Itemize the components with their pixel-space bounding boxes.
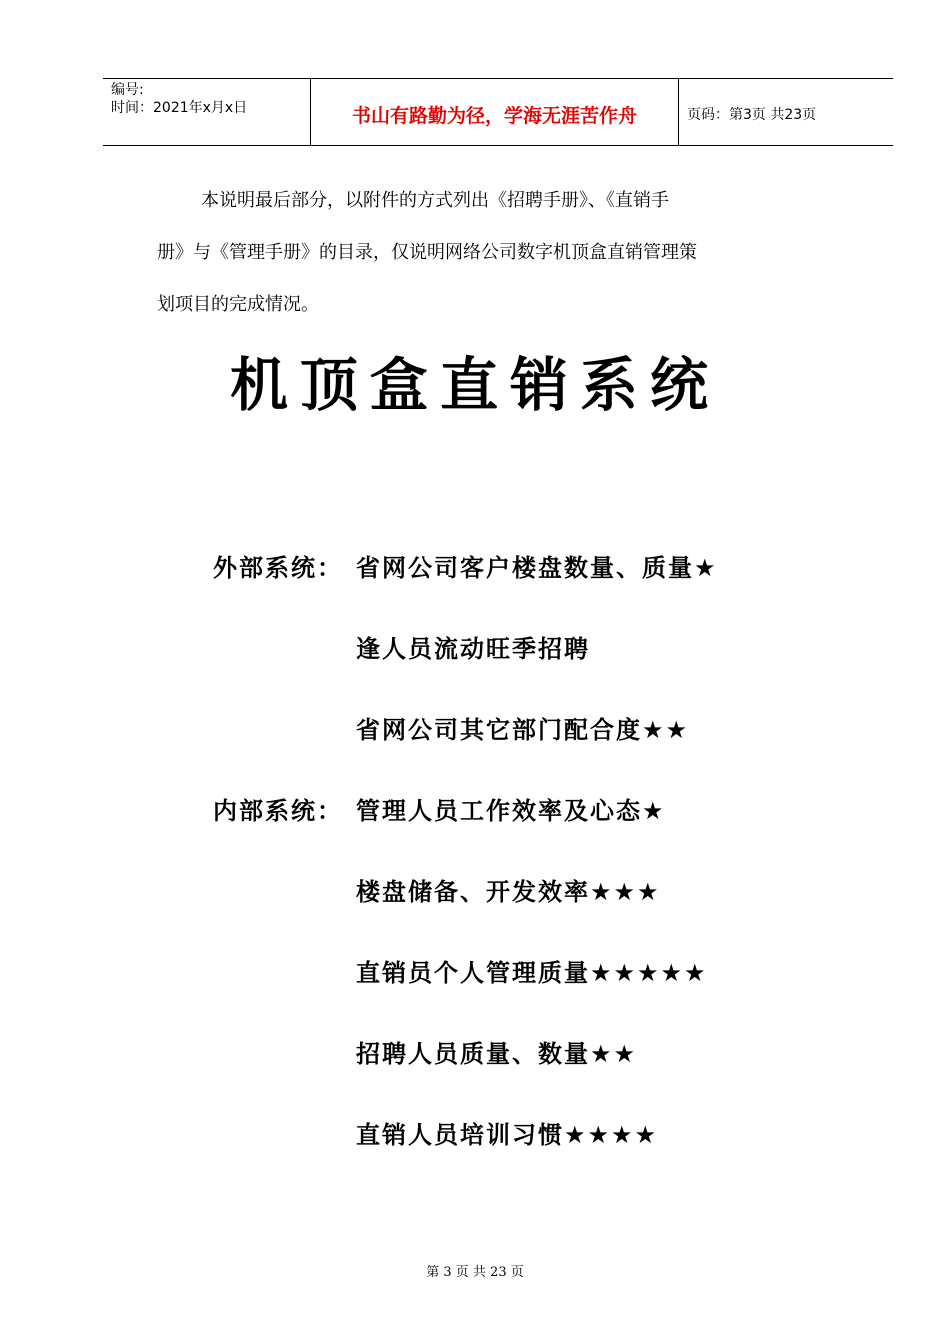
intro-line: 册》与《管理手册》的目录，仅说明网络公司数字机顶盒直销管理策: [157, 242, 697, 263]
page-footer: 第 3 页 共 23 页: [426, 1265, 524, 1280]
header-page-cell: [679, 79, 893, 145]
external-item: 省网公司客户楼盘数量、质量★: [356, 554, 718, 582]
internal-system-label: 内部系统：: [213, 797, 343, 825]
external-item: 逢人员流动旺季招聘: [356, 635, 590, 663]
external-item: 省网公司其它部门配合度★★: [356, 716, 690, 744]
header-page-number: 页码：第3页 共23页: [687, 107, 817, 123]
header-meta-cell: [103, 79, 310, 145]
internal-item: 招聘人员质量、数量★★: [356, 1040, 638, 1068]
header-motto: 书山有路勤为径，学海无涯苦作舟: [351, 105, 637, 127]
internal-item: 管理人员工作效率及心态★: [356, 797, 666, 825]
internal-item: 直销员个人管理质量★★★★★: [356, 959, 708, 987]
intro-line: 划项目的完成情况。: [157, 294, 319, 315]
intro-line: 本说明最后部分，以附件的方式列出《招聘手册》、《直销手: [201, 190, 669, 211]
header-motto-cell: [310, 79, 679, 145]
internal-item: 楼盘储备、开发效率★★★: [356, 878, 661, 906]
intro-paragraph: [157, 175, 837, 331]
page-header: [103, 78, 893, 146]
external-system-label: 外部系统：: [213, 554, 343, 582]
page-title: 机顶盒直销系统: [229, 351, 720, 419]
document-date: 时间：2021年x月x日: [111, 100, 248, 116]
document-number-label: 编号:: [111, 82, 144, 98]
internal-item: 直销人员培训习惯★★★★: [356, 1121, 659, 1149]
